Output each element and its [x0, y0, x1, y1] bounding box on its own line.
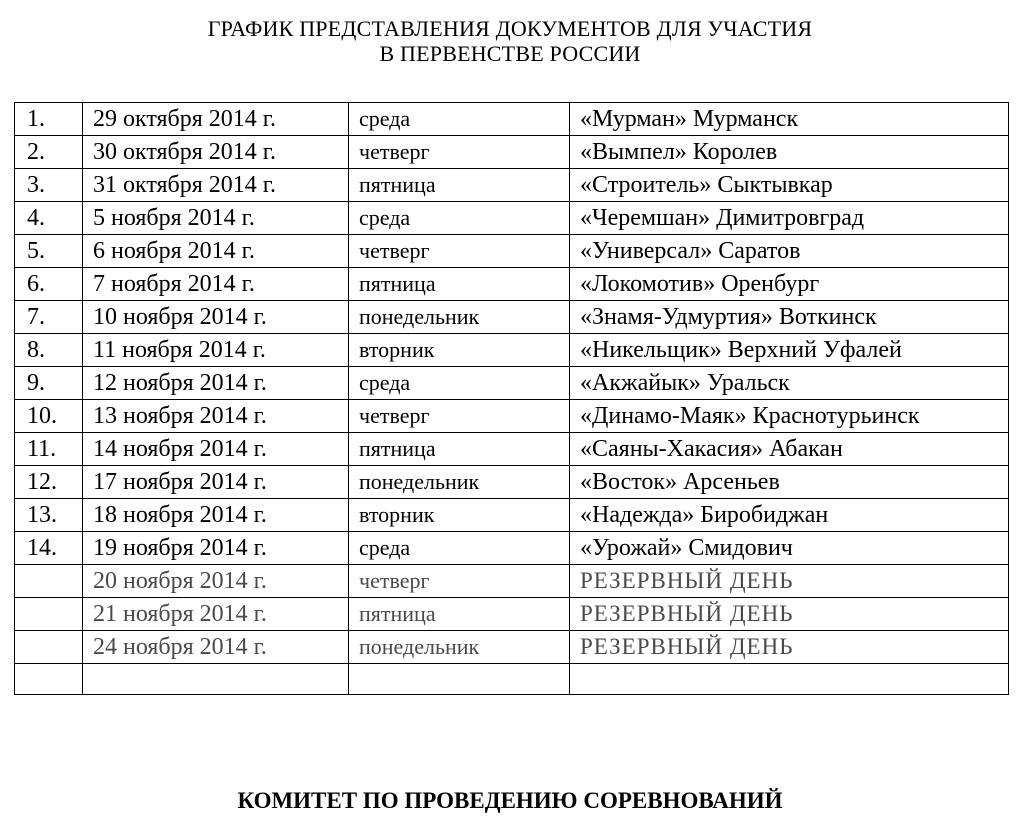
row-number: 12. [15, 466, 83, 499]
row-date [83, 664, 349, 695]
row-team: «Саяны-Хакасия» Абакан [570, 433, 1009, 466]
row-weekday: понедельник [349, 631, 570, 664]
committee-signature: КОМИТЕТ ПО ПРОВЕДЕНИЮ СОРЕВНОВАНИЙ [237, 788, 783, 813]
row-number: 8. [15, 334, 83, 367]
row-date: 21 ноября 2014 г. [83, 598, 349, 631]
row-team: «Восток» Арсеньев [570, 466, 1009, 499]
title-line-1: ГРАФИК ПРЕДСТАВЛЕНИЯ ДОКУМЕНТОВ ДЛЯ УЧАСТИЯ [207, 16, 813, 41]
row-number [15, 565, 83, 598]
table-row [15, 334, 1009, 367]
row-number: 13. [15, 499, 83, 532]
row-number: 3. [15, 169, 83, 202]
row-team: «Локомотив» Оренбург [570, 268, 1009, 301]
table-row [15, 466, 1009, 499]
row-date: 24 ноября 2014 г. [83, 631, 349, 664]
row-team: «Урожай» Смидович [570, 532, 1009, 565]
schedule-body [15, 103, 1009, 695]
row-date: 12 ноября 2014 г. [83, 367, 349, 400]
row-date: 10 ноября 2014 г. [83, 301, 349, 334]
row-team: «Мурман» Мурманск [570, 103, 1009, 136]
table-row [15, 367, 1009, 400]
row-team: «Вымпел» Королев [570, 136, 1009, 169]
row-weekday: вторник [349, 334, 570, 367]
row-weekday: пятница [349, 169, 570, 202]
table-row [15, 433, 1009, 466]
row-date: 29 октября 2014 г. [83, 103, 349, 136]
row-team: РЕЗЕРВНЫЙ ДЕНЬ [570, 598, 1009, 631]
row-team: РЕЗЕРВНЫЙ ДЕНЬ [570, 565, 1009, 598]
row-date: 14 ноября 2014 г. [83, 433, 349, 466]
row-weekday [349, 664, 570, 695]
row-weekday: четверг [349, 136, 570, 169]
row-team: «Надежда» Биробиджан [570, 499, 1009, 532]
row-date: 13 ноября 2014 г. [83, 400, 349, 433]
row-weekday: среда [349, 532, 570, 565]
title-line-2: В ПЕРВЕНСТВЕ РОССИИ [379, 41, 641, 66]
row-date: 6 ноября 2014 г. [83, 235, 349, 268]
row-team: «Никельщик» Верхний Уфалей [570, 334, 1009, 367]
row-date: 19 ноября 2014 г. [83, 532, 349, 565]
row-weekday: пятница [349, 433, 570, 466]
row-number: 10. [15, 400, 83, 433]
row-weekday: четверг [349, 565, 570, 598]
row-team [570, 664, 1009, 695]
table-row [15, 565, 1009, 598]
row-team: «Акжайык» Уральск [570, 367, 1009, 400]
row-date: 31 октября 2014 г. [83, 169, 349, 202]
row-number: 1. [15, 103, 83, 136]
row-team: «Динамо-Маяк» Краснотурьинск [570, 400, 1009, 433]
row-team: «Универсал» Саратов [570, 235, 1009, 268]
row-number [15, 664, 83, 695]
table-row [15, 202, 1009, 235]
row-number: 6. [15, 268, 83, 301]
row-number [15, 598, 83, 631]
document-title [0, 16, 1020, 66]
table-row [15, 664, 1009, 695]
row-weekday: среда [349, 367, 570, 400]
row-number: 2. [15, 136, 83, 169]
row-weekday: четверг [349, 400, 570, 433]
table-row [15, 301, 1009, 334]
row-weekday: пятница [349, 598, 570, 631]
row-number: 7. [15, 301, 83, 334]
row-weekday: среда [349, 202, 570, 235]
table-row [15, 532, 1009, 565]
table-row [15, 499, 1009, 532]
table-row [15, 268, 1009, 301]
table-row [15, 598, 1009, 631]
row-number: 9. [15, 367, 83, 400]
row-number [15, 631, 83, 664]
table-row [15, 400, 1009, 433]
row-weekday: четверг [349, 235, 570, 268]
row-team: «Строитель» Сыктывкар [570, 169, 1009, 202]
row-weekday: среда [349, 103, 570, 136]
row-weekday: понедельник [349, 301, 570, 334]
row-team: РЕЗЕРВНЫЙ ДЕНЬ [570, 631, 1009, 664]
table-row [15, 136, 1009, 169]
table-row [15, 169, 1009, 202]
row-team: «Знамя-Удмуртия» Воткинск [570, 301, 1009, 334]
table-row [15, 631, 1009, 664]
row-number: 11. [15, 433, 83, 466]
row-weekday: понедельник [349, 466, 570, 499]
row-date: 18 ноября 2014 г. [83, 499, 349, 532]
schedule-table [14, 102, 1009, 695]
row-team: «Черемшан» Димитровград [570, 202, 1009, 235]
row-date: 30 октября 2014 г. [83, 136, 349, 169]
row-number: 14. [15, 532, 83, 565]
row-date: 5 ноября 2014 г. [83, 202, 349, 235]
row-date: 17 ноября 2014 г. [83, 466, 349, 499]
table-row [15, 235, 1009, 268]
row-number: 5. [15, 235, 83, 268]
row-weekday: пятница [349, 268, 570, 301]
row-date: 7 ноября 2014 г. [83, 268, 349, 301]
row-date: 20 ноября 2014 г. [83, 565, 349, 598]
row-date: 11 ноября 2014 г. [83, 334, 349, 367]
row-weekday: вторник [349, 499, 570, 532]
row-number: 4. [15, 202, 83, 235]
table-row [15, 103, 1009, 136]
